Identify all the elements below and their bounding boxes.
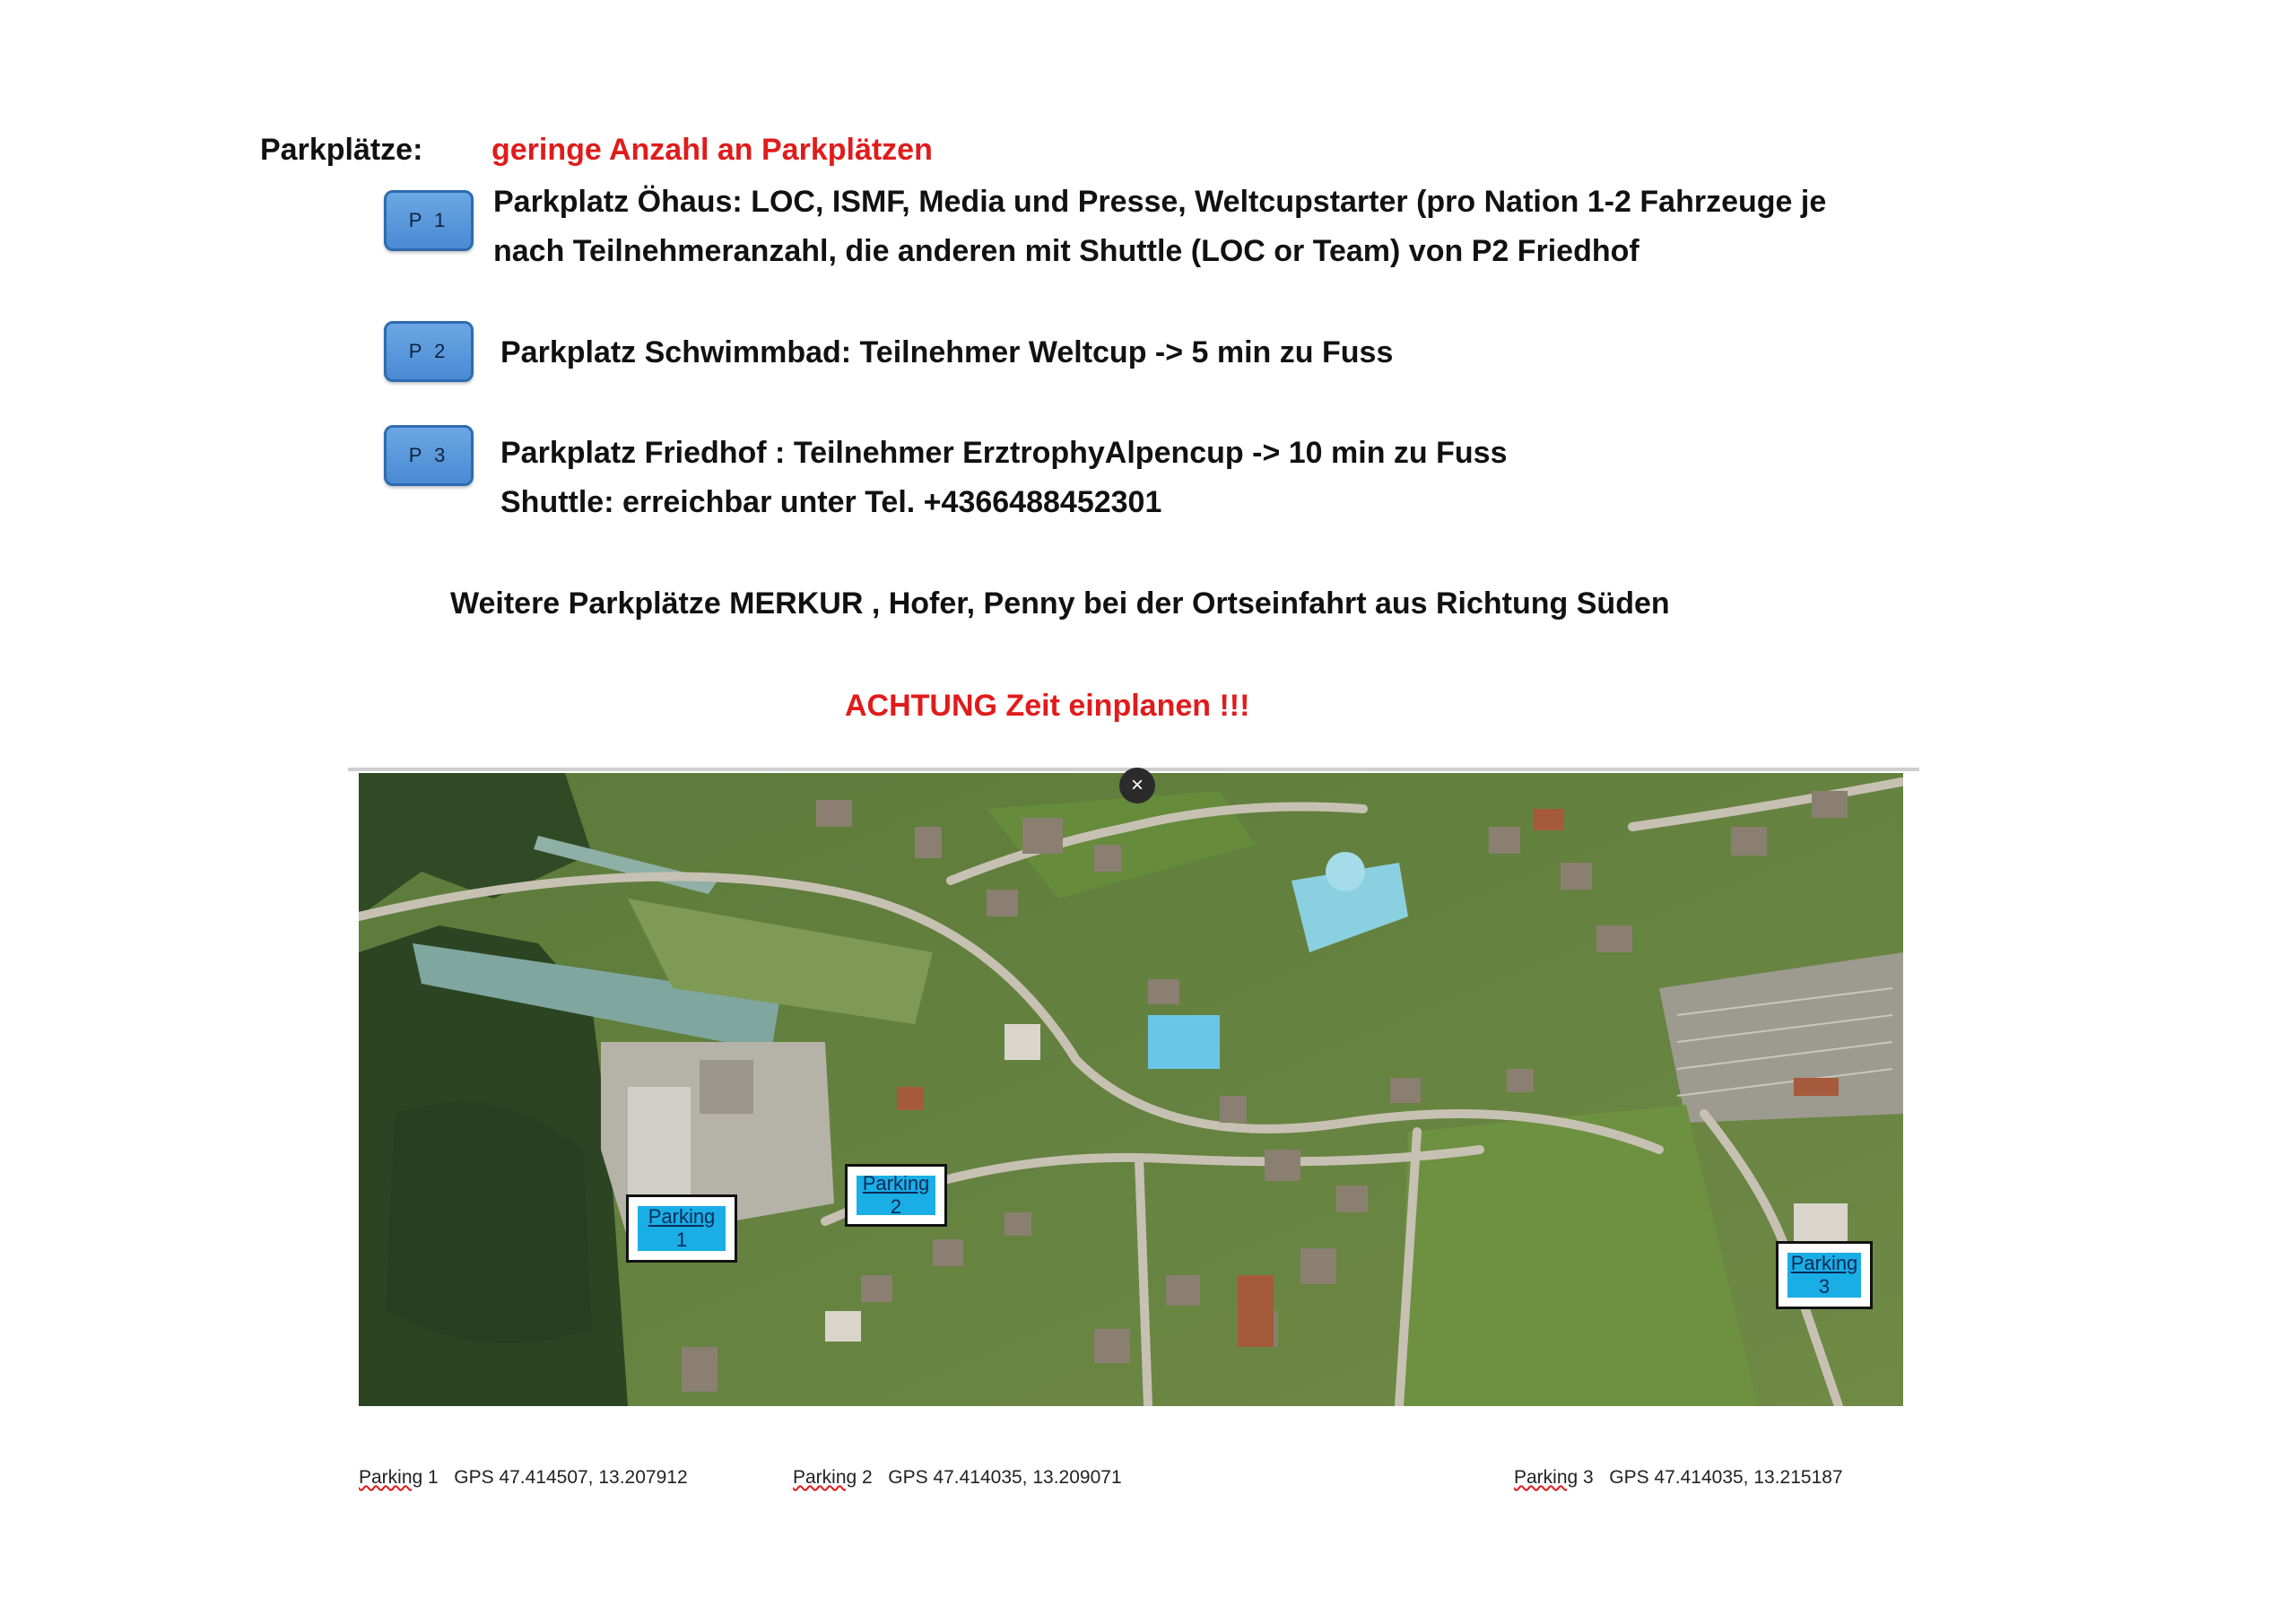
gps-parking-number: 1 [422,1467,439,1488]
close-icon: × [1130,773,1144,797]
p1-description-line-1: Parkplatz Öhaus: LOC, ISMF, Media und Presse, Weltcupstarter (pro Nation 1-2 Fahrzeuge je [493,185,1827,219]
badge-label: P 3 [408,444,449,466]
badge-label: P 2 [408,340,449,362]
map-close-button[interactable] [1119,768,1155,803]
parking-badge-p1 [384,190,474,251]
gps-parking-name: Parking [359,1467,423,1488]
marker-label: Parking [648,1205,716,1228]
gps-coordinates: GPS 47.414035, 13.209071 [888,1467,1122,1488]
marker-number: 1 [675,1229,688,1251]
aerial-map [359,773,1903,1406]
badge-label: P 1 [408,209,449,231]
map-marker-parking-1[interactable] [626,1194,737,1263]
gps-parking-number: 2 [857,1467,873,1488]
marker-label: Parking [862,1172,930,1194]
section-label: Parkplätze: [260,133,423,167]
marker-fill [1787,1253,1861,1298]
marker-fill [638,1206,726,1251]
gps-coordinates: GPS 47.414035, 13.215187 [1609,1467,1843,1488]
marker-number: 3 [1818,1275,1831,1298]
warning-note: ACHTUNG Zeit einplanen !!! [845,689,1250,723]
p2-description-line-1: Parkplatz Schwimmbad: Teilnehmer Weltcup -> 5 min zu Fuss [500,335,1394,369]
gps-parking-2 [793,1467,1122,1489]
p3-description-line-2: Shuttle: erreichbar unter Tel. +4366488452301 [500,485,1162,519]
gps-parking-number: 3 [1578,1467,1594,1488]
p3-description-line-1: Parkplatz Friedhof : Teilnehmer ErztrophyAlpencup -> 10 min zu Fuss [500,436,1508,470]
gps-parking-name: Parking [1514,1467,1578,1488]
gps-parking-3 [1514,1467,1843,1489]
map-marker-parking-2[interactable] [845,1164,947,1227]
map-marker-parking-3[interactable] [1776,1241,1873,1309]
more-parking-note: Weitere Parkplätze MERKUR , Hofer, Penny bei der Ortseinfahrt aus Richtung Süden [450,586,1670,621]
gps-coordinates: GPS 47.414507, 13.207912 [454,1467,688,1488]
parking-badge-p2 [384,321,474,382]
gps-parking-name: Parking [793,1467,857,1488]
marker-fill [857,1172,935,1218]
marker-label: Parking [1790,1252,1858,1274]
section-subtitle: geringe Anzahl an Parkplätzen [491,133,933,167]
marker-number: 2 [890,1195,902,1218]
aerial-map-image [359,773,1903,1406]
gps-parking-1 [359,1467,688,1489]
p1-description-line-2: nach Teilnehmeranzahl, die anderen mit Shuttle (LOC or Team) von P2 Friedhof [493,234,1639,268]
parking-badge-p3 [384,425,474,486]
